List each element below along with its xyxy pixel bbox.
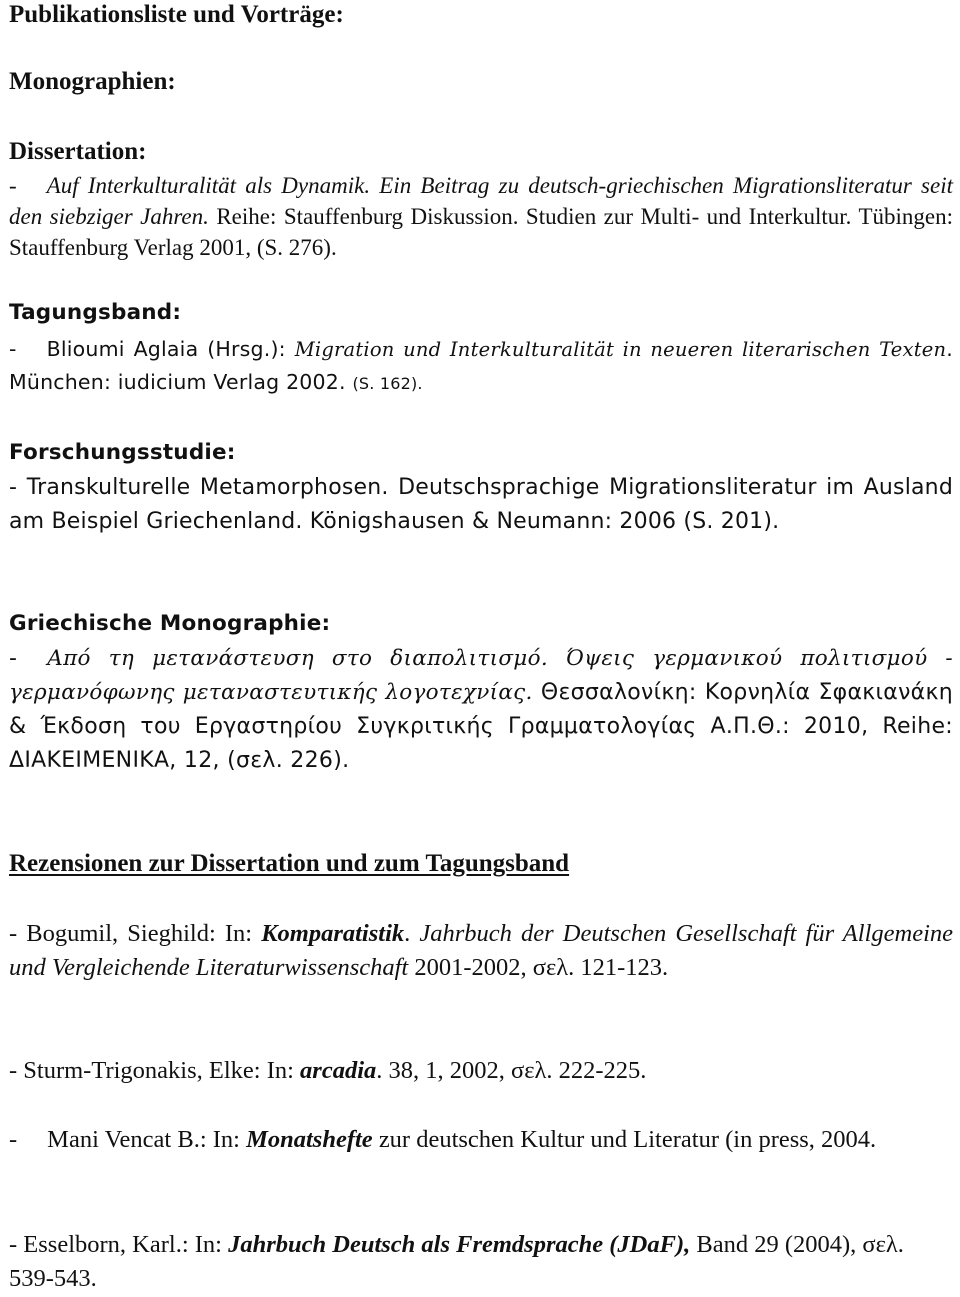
review-esselborn-journal: Jahrbuch Deutsch als Fremdsprache (JDaF), — [228, 1231, 691, 1258]
review-mani — [9, 1123, 953, 1157]
monographien-heading: Monographien: — [9, 68, 176, 95]
tagungsband-heading: Tagungsband: — [9, 300, 182, 325]
tagungsband-publisher: . München: iudicium Verlag 2002. — [9, 337, 954, 394]
tagungsband-title: Migration und Interkulturalität in neueren literarischen Texten — [294, 338, 947, 361]
review-sturm-pages: . 38, 1, 2002, σελ. 222-225. — [376, 1057, 647, 1084]
review-esselborn-rest: Band 29 (2004), σελ. 539-543. — [9, 1231, 904, 1292]
page-title: Publikationsliste und Vorträge: — [9, 1, 344, 28]
review-sturm-author: - Sturm-Trigonakis, Elke: In: — [9, 1057, 301, 1084]
griechische-entry — [9, 642, 953, 778]
review-esselborn-author: - Esselborn, Karl.: In: — [9, 1231, 229, 1258]
griechische-publisher: Θεσσαλονίκη: Κορνηλία Σφακιανάκη & Έκδοση του Εργαστηρίου Συγκριτικής Γραμματολογίας Α.Π.Θ.: 2010, Reihe: ΔΙΑΚΕΙΜΕΝΙΚΑ, 12, (σελ. 226). — [9, 680, 953, 773]
dissertation-title: Auf Interkulturalität als Dynamik. Ein Beitrag zu deutsch-griechischen Migrationsliteratur seit den siebziger Jahren. — [9, 173, 953, 229]
tagungsband-entry — [9, 333, 953, 400]
rezensionen-heading: Rezensionen zur Dissertation und zum Tagungsband — [9, 850, 570, 877]
review-mani-author: Mani Vencat B.: In: — [47, 1126, 247, 1153]
griechische-dash: - — [9, 646, 18, 671]
dissertation-entry — [9, 170, 953, 263]
griechische-heading: Griechische Monographie: — [9, 611, 331, 636]
review-bogumil-pages: 2001-2002, σελ. 121-123. — [408, 954, 669, 981]
forschungsstudie-entry: - Transkulturelle Metamorphosen. Deutschsprachige Migrationsliteratur im Ausland am Beispiel Griechenland. Königshausen & Neumann: 2006 (S. 201). — [9, 475, 953, 534]
tagungsband-editor: Blioumi Aglaia (Hrsg.): — [46, 337, 295, 361]
review-bogumil-author: - Bogumil, Sieghild: In: — [9, 920, 262, 947]
review-mani-journal: Monatshefte — [246, 1126, 373, 1153]
review-bogumil — [9, 917, 953, 985]
review-bogumil-sep: . — [404, 920, 420, 947]
review-mani-rest: zur deutschen Kultur und Literatur (in press, 2004. — [372, 1126, 877, 1153]
dissertation-heading: Dissertation: — [9, 138, 147, 165]
review-esselborn — [9, 1228, 953, 1296]
review-bogumil-journal: Komparatistik — [261, 920, 405, 947]
forschungsstudie-heading: Forschungsstudie: — [9, 440, 236, 465]
tagungsband-pages: (S. 162). — [352, 374, 423, 393]
review-bogumil-subtitle: Jahrbuch der Deutschen Gesellschaft für Allgemeine und Vergleichende Literaturwissenschaft — [9, 920, 954, 981]
dissertation-dash: - — [9, 173, 17, 198]
dissertation-series: Reihe: Stauffenburg Diskussion. Studien zur Multi- und Interkultur. Tübingen: Stauffenburg Verlag 2001, (S. 276). — [9, 204, 953, 260]
review-sturm — [9, 1054, 953, 1088]
griechische-title: Από τη μετανάστευση στο διαπολιτισμό. Όψεις γερμανικού πολιτισμού - γερμανόφωνης μεταναστευτικής λογοτεχνίας. — [9, 646, 953, 705]
review-sturm-journal: arcadia — [300, 1057, 377, 1084]
review-mani-dash: - — [9, 1126, 18, 1153]
tagungsband-dash: - — [9, 337, 17, 361]
